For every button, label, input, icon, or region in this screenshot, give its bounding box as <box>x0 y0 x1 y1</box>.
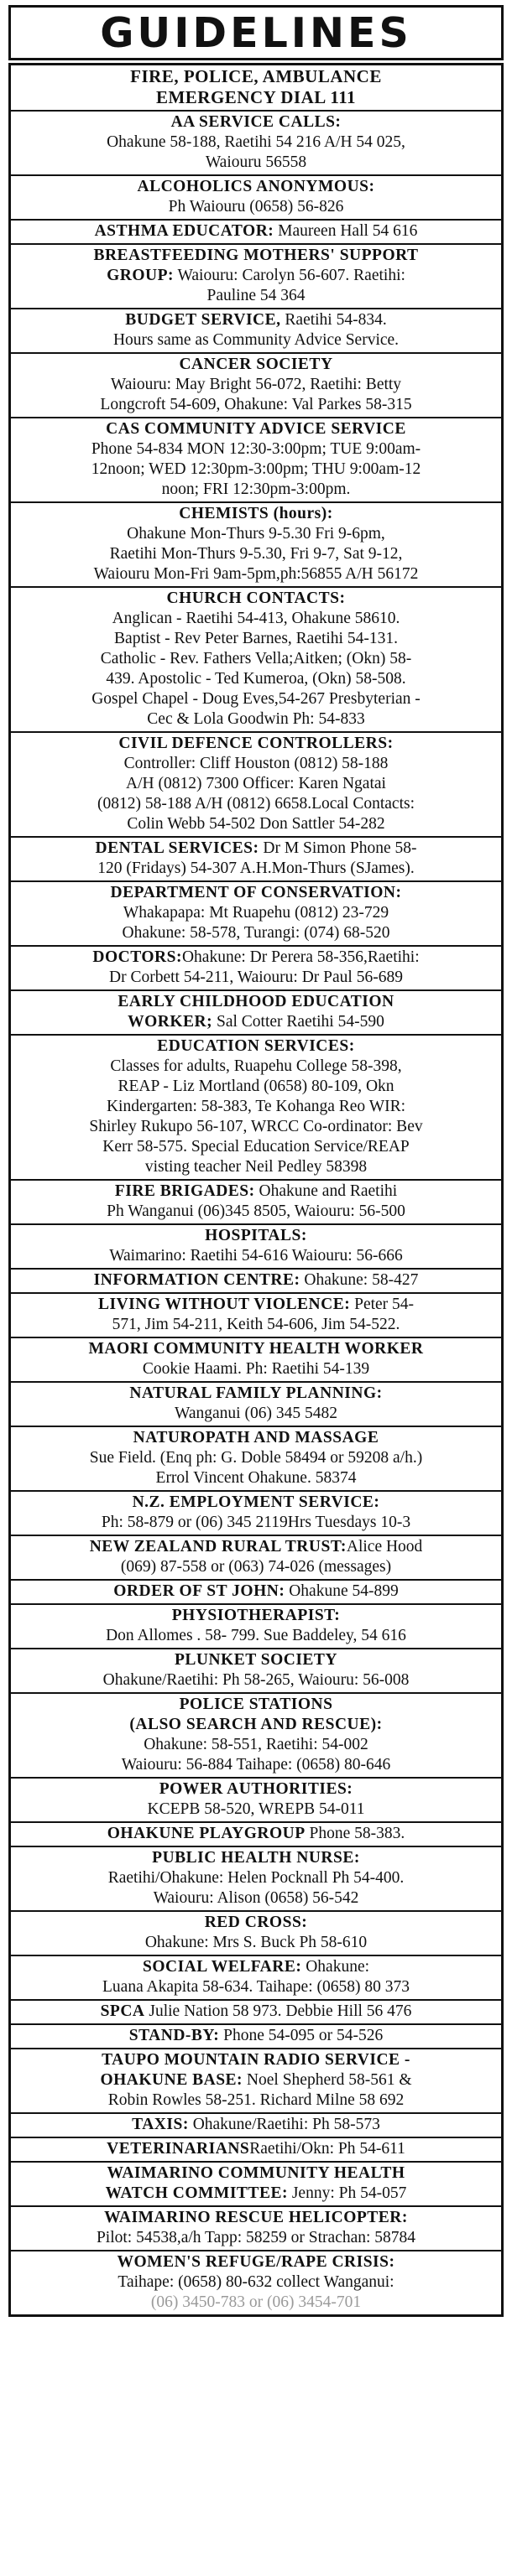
entry-text-faded: (06) 3450-783 or (06) 3454-701 <box>150 2293 362 2311</box>
entry-text: Controller: Cliff Houston (0812) 58-188 <box>123 755 389 772</box>
entry-text: Classes for adults, Ruapehu College 58-398, <box>110 1057 402 1075</box>
entry-text: Taihape: (0658) 80-632 collect Wanganui: <box>118 2273 394 2291</box>
entry-heading-line <box>14 2184 498 2204</box>
entry-text: Ph Wanganui (06)345 8505, Waiouru: 56-500 <box>107 1202 405 1220</box>
entry-text: Ohakune 58-188, Raetihi 54 216 A/H 54 025, <box>107 133 405 151</box>
entry-heading-line <box>14 2070 498 2090</box>
guideline-entry <box>11 1910 501 1955</box>
guideline-entry <box>11 1490 501 1535</box>
entry-title: CANCER SOCIETY <box>179 356 333 373</box>
entry-text: Longcroft 54-609, Ohakune: Val Parkes 58-315 <box>100 396 412 413</box>
entry-title: TAUPO MOUNTAIN RADIO SERVICE - <box>102 2051 410 2069</box>
entry-title: EARLY CHILDHOOD EDUCATION <box>118 993 394 1010</box>
entry-title: PUBLIC HEALTH NURSE: <box>152 1849 360 1867</box>
entry-text: Kindergarten: 58-383, Te Kohanga Reo WIR: <box>106 1098 406 1115</box>
entry-heading-line <box>14 1537 498 1557</box>
guideline-entry <box>11 1034 501 1179</box>
entry-heading-line <box>14 310 498 330</box>
entry-text: Ohakune: 58-551, Raetihi: 54-002 <box>144 1736 368 1753</box>
entry-heading-line <box>14 221 498 242</box>
entry-text: Waiouru: Alison (0658) 56-542 <box>153 1889 359 1907</box>
guideline-entry <box>11 308 501 352</box>
guideline-entry <box>11 1648 501 1692</box>
entry-text: Wanganui (06) 345 5482 <box>175 1405 337 1422</box>
entry-text: Sal Cotter Raetihi 54-590 <box>212 1013 384 1031</box>
entry-text: Ohakune: <box>301 1958 370 1976</box>
entry-text: Noel Shepherd 58-561 & <box>243 2071 412 2089</box>
guideline-entry <box>11 586 501 731</box>
entry-text: Pauline 54 364 <box>206 287 306 304</box>
entry-text: Kerr 58-575. Special Education Service/REAP <box>102 1138 410 1156</box>
entry-heading-line <box>14 1270 498 1291</box>
entry-text: Dr M Simon Phone 58- <box>259 839 417 857</box>
entry-title: MAORI COMMUNITY HEALTH WORKER <box>88 1340 424 1358</box>
guideline-entry <box>11 1821 501 1846</box>
entry-text: visting teacher Neil Pedley 58398 <box>144 1158 368 1176</box>
guideline-entry <box>11 989 501 1034</box>
entry-text: Alice Hood <box>346 1538 423 1555</box>
page-title: GUIDELINES <box>100 8 412 57</box>
entry-text: KCEPB 58-520, WREPB 54-011 <box>147 1800 365 1818</box>
guideline-entry <box>11 63 501 110</box>
entry-title: CAS COMMUNITY ADVICE SERVICE <box>106 420 406 438</box>
entry-title: LIVING WITHOUT VIOLENCE: <box>97 1296 351 1313</box>
entry-title: FIRE, POLICE, AMBULANCE <box>130 66 382 86</box>
entry-text: Catholic - Rev. Fathers Vella;Aitken; (Okn) 58- <box>100 650 412 667</box>
entry-text: Cookie Haami. Ph: Raetihi 54-139 <box>142 1360 370 1378</box>
entry-text: Ohakune and Raetihi <box>254 1182 398 1200</box>
entry-text: Maureen Hall 54 616 <box>274 222 418 240</box>
entry-title: WORKER; <box>128 1013 213 1031</box>
entry-text: Phone 54-834 MON 12:30-3:00pm; TUE 9:00am- <box>91 440 421 458</box>
entry-title: OHAKUNE BASE: <box>100 2071 243 2089</box>
guideline-entry <box>11 2023 501 2048</box>
guideline-entry <box>11 1268 501 1292</box>
entry-title: SOCIAL WELFARE: <box>142 1958 302 1976</box>
guideline-entry <box>11 880 501 945</box>
entry-text: Waiouru: Carolyn 56-607. Raetihi: <box>174 267 405 284</box>
entry-text: Anglican - Raetihi 54-413, Ohakune 58610. <box>112 610 400 627</box>
guideline-entry <box>11 417 501 501</box>
guideline-entry <box>11 110 501 174</box>
guideline-entry <box>11 2161 501 2205</box>
entry-text: (0812) 58-188 A/H (0812) 6658.Local Contacts: <box>97 795 415 813</box>
entry-title: ASTHMA EDUCATOR: <box>94 222 274 240</box>
entry-title: VETERINARIANS <box>107 2140 250 2158</box>
entry-title: OHAKUNE PLAYGROUP <box>107 1825 306 1842</box>
guideline-entry <box>11 945 501 989</box>
guideline-entry <box>11 501 501 586</box>
entry-text: 12noon; WED 12:30pm-3:00pm; THU 9:00am-12 <box>91 460 421 478</box>
entry-title: ORDER OF ST JOHN: <box>113 1582 285 1600</box>
guideline-entry <box>11 243 501 308</box>
entry-text: Whakapapa: Mt Ruapehu (0812) 23-729 <box>123 904 389 922</box>
entry-title: STAND-BY: <box>128 2027 220 2044</box>
entry-title: DENTAL SERVICES: <box>95 839 259 857</box>
entry-heading-line <box>14 1182 498 1202</box>
entry-heading-line <box>14 2026 498 2046</box>
entry-title: BREASTFEEDING MOTHERS' SUPPORT <box>93 247 419 264</box>
entry-text: Errol Vincent Ohakune. 58374 <box>155 1469 357 1487</box>
entry-text: A/H (0812) 7300 Officer: Karen Ngatai <box>126 775 386 792</box>
entry-title: CHURCH CONTACTS: <box>166 589 346 607</box>
entry-text: Waiouru: 56-884 Taihape: (0658) 80-646 <box>121 1756 391 1774</box>
guideline-entry <box>11 352 501 417</box>
entry-heading-line <box>14 266 498 286</box>
entry-title: WATCH COMMITTEE: <box>105 2184 288 2202</box>
entry-text: Luana Akapita 58-634. Taihape: (0658) 80 373 <box>102 1978 410 1996</box>
entry-title: NATURAL FAMILY PLANNING: <box>129 1384 383 1402</box>
entry-title: CIVIL DEFENCE CONTROLLERS: <box>118 735 394 752</box>
entry-heading-line <box>14 1957 498 1977</box>
entry-text: Ohakune: 58-427 <box>300 1271 419 1289</box>
guideline-entry <box>11 2112 501 2137</box>
guideline-entry <box>11 1179 501 1223</box>
entry-text: Baptist - Rev Peter Barnes, Raetihi 54-131. <box>114 630 398 647</box>
entry-text: Shirley Rukupo 56-107, WRCC Co-ordinator: Bev <box>89 1118 423 1135</box>
entry-title: (ALSO SEARCH AND RESCUE): <box>129 1716 383 1733</box>
entry-text: Jenny: Ph 54-057 <box>287 2184 407 2202</box>
entry-text: Waiouru 56558 <box>205 153 307 171</box>
entry-title: HOSPITALS: <box>205 1227 307 1244</box>
entry-text: Ohakune: Dr Perera 58-356,Raetihi: <box>181 948 420 966</box>
entry-text: Ohakune/Raetihi: Ph 58-265, Waiouru: 56-008 <box>102 1671 410 1689</box>
guideline-entry <box>11 1381 501 1426</box>
entry-text: Phone 58-383. <box>305 1825 405 1842</box>
entry-title: POLICE STATIONS <box>179 1696 333 1713</box>
entry-title: N.Z. EMPLOYMENT SERVICE: <box>132 1493 380 1511</box>
entry-text: Ohakune Mon-Thurs 9-5.30 Fri 9-6pm, <box>127 525 385 543</box>
entry-title: NEW ZEALAND RURAL TRUST: <box>89 1538 347 1555</box>
entry-text: Robin Rowles 58-251. Richard Milne 58 692 <box>107 2091 405 2109</box>
guidelines-banner <box>8 5 504 60</box>
entry-text: Waiouru Mon-Fri 9am-5pm,ph:56855 A/H 56172 <box>93 565 419 583</box>
entry-text: Cec & Lola Goodwin Ph: 54-833 <box>147 710 365 728</box>
guideline-entry <box>11 1223 501 1268</box>
guideline-entry <box>11 1535 501 1579</box>
entry-text: Ph: 58-879 or (06) 345 2119Hrs Tuesdays 10-3 <box>101 1514 411 1531</box>
guideline-entry <box>11 1777 501 1821</box>
entry-heading-line <box>14 2002 498 2022</box>
entry-title: WOMEN'S REFUGE/RAPE CRISIS: <box>117 2253 395 2271</box>
entry-title: FIRE BRIGADES: <box>114 1182 255 1200</box>
entry-text: Hours same as Community Advice Service. <box>112 331 400 349</box>
guideline-entry <box>11 1292 501 1337</box>
entry-title: GROUP: <box>107 267 174 284</box>
entry-title: AA SERVICE CALLS: <box>170 113 342 131</box>
guideline-entry <box>11 1426 501 1490</box>
entry-text: Raetihi 54-834. <box>280 311 387 329</box>
entry-text: (069) 87-558 or (063) 74-026 (messages) <box>120 1558 392 1576</box>
entry-text: Julie Nation 58 973. Debbie Hill 56 476 <box>144 2002 412 2020</box>
entry-title: RED CROSS: <box>204 1914 308 1931</box>
entry-heading-line <box>14 839 498 859</box>
guideline-entry <box>11 1579 501 1603</box>
entry-title: WAIMARINO RESCUE HELICOPTER: <box>104 2209 408 2226</box>
entry-title: TAXIS: <box>132 2116 189 2133</box>
guideline-entry <box>11 1337 501 1381</box>
entry-text: Ohakune/Raetihi: Ph 58-573 <box>188 2116 380 2133</box>
entry-title: SPCA <box>100 2002 145 2020</box>
entry-text: Ph Waiouru (0658) 56-826 <box>168 198 344 216</box>
guideline-entry <box>11 1692 501 1777</box>
entry-text: Waiouru: May Bright 56-072, Raetihi: Betty <box>110 376 402 393</box>
entry-text: Raetihi/Okn: Ph 54-611 <box>249 2140 405 2158</box>
entry-text: 120 (Fridays) 54-307 A.H.Mon-Thurs (SJames). <box>97 860 415 877</box>
entry-text: Gospel Chapel - Doug Eves,54-267 Presbyterian - <box>91 690 421 708</box>
entry-heading-line <box>14 1581 498 1602</box>
guideline-entry <box>11 2205 501 2250</box>
guideline-entry <box>11 2250 501 2314</box>
entry-text: Raetihi/Ohakune: Helen Pocknall Ph 54-400. <box>107 1869 405 1887</box>
entry-title: ALCOHOLICS ANONYMOUS: <box>137 178 375 195</box>
entry-title: POWER AUTHORITIES: <box>159 1780 353 1798</box>
guideline-entry <box>11 731 501 836</box>
guideline-entry <box>11 1999 501 2023</box>
guideline-entry <box>11 1603 501 1648</box>
entry-text: noon; FRI 12:30pm-3:00pm. <box>161 480 351 498</box>
guideline-entry <box>11 174 501 219</box>
entry-text: Ohakune: Mrs S. Buck Ph 58-610 <box>144 1934 368 1951</box>
entry-heading-line <box>14 948 498 968</box>
entry-text: Ohakune: 58-578, Turangi: (074) 68-520 <box>122 924 390 942</box>
entry-heading-line <box>14 1824 498 1844</box>
entry-text: Phone 54-095 or 54-526 <box>219 2027 384 2044</box>
entry-heading-line <box>14 1012 498 1032</box>
guidelines-list <box>8 63 504 2317</box>
guideline-entry <box>11 1846 501 1910</box>
guideline-entry <box>11 2048 501 2112</box>
entry-text: Don Allomes . 58- 799. Sue Baddeley, 54 616 <box>106 1627 406 1644</box>
entry-text: Pilot: 54538,a/h Tapp: 58259 or Strachan: 58784 <box>96 2229 416 2246</box>
guideline-entry <box>11 1955 501 1999</box>
guideline-entry <box>11 219 501 243</box>
entry-text: Raetihi Mon-Thurs 9-5.30, Fri 9-7, Sat 9-12, <box>109 545 403 563</box>
entry-text: 439. Apostolic - Ted Kumeroa, (Okn) 58-508. <box>106 670 406 688</box>
entry-title: CHEMISTS (hours): <box>179 505 333 522</box>
guideline-entry <box>11 836 501 880</box>
entry-heading-line <box>14 2139 498 2159</box>
guideline-entry <box>11 2137 501 2161</box>
entry-title: PHYSIOTHERAPIST: <box>171 1607 341 1624</box>
entry-text: 571, Jim 54-211, Keith 54-606, Jim 54-522. <box>112 1316 400 1333</box>
entry-text: Sue Field. (Enq ph: G. Doble 58494 or 59208 a/h.) <box>89 1449 423 1467</box>
entry-title: BUDGET SERVICE, <box>125 311 281 329</box>
entry-title: NATUROPATH AND MASSAGE <box>133 1429 379 1446</box>
entry-title: PLUNKET SOCIETY <box>174 1651 338 1669</box>
entry-text: Dr Corbett 54-211, Waiouru: Dr Paul 56-689 <box>109 969 403 986</box>
entry-title: DOCTORS: <box>92 948 182 966</box>
entry-title: DEPARTMENT OF CONSERVATION: <box>110 884 402 901</box>
entry-heading-line <box>14 2115 498 2135</box>
entry-title: WAIMARINO COMMUNITY HEALTH <box>107 2164 405 2182</box>
entry-text: REAP - Liz Mortland (0658) 80-109, Okn <box>118 1078 394 1095</box>
entry-text: Colin Webb 54-502 Don Sattler 54-282 <box>127 815 385 833</box>
guidelines-sheet <box>8 0 504 2317</box>
entry-text: Peter 54- <box>350 1296 415 1313</box>
entry-heading-line <box>14 1295 498 1315</box>
entry-text: Ohakune 54-899 <box>285 1582 399 1600</box>
entry-title: EDUCATION SERVICES: <box>157 1037 355 1055</box>
entry-text: Waimarino: Raetihi 54-616 Waiouru: 56-666 <box>109 1247 403 1265</box>
entry-title: INFORMATION CENTRE: <box>93 1271 300 1289</box>
entry-title: EMERGENCY DIAL 111 <box>155 87 357 107</box>
